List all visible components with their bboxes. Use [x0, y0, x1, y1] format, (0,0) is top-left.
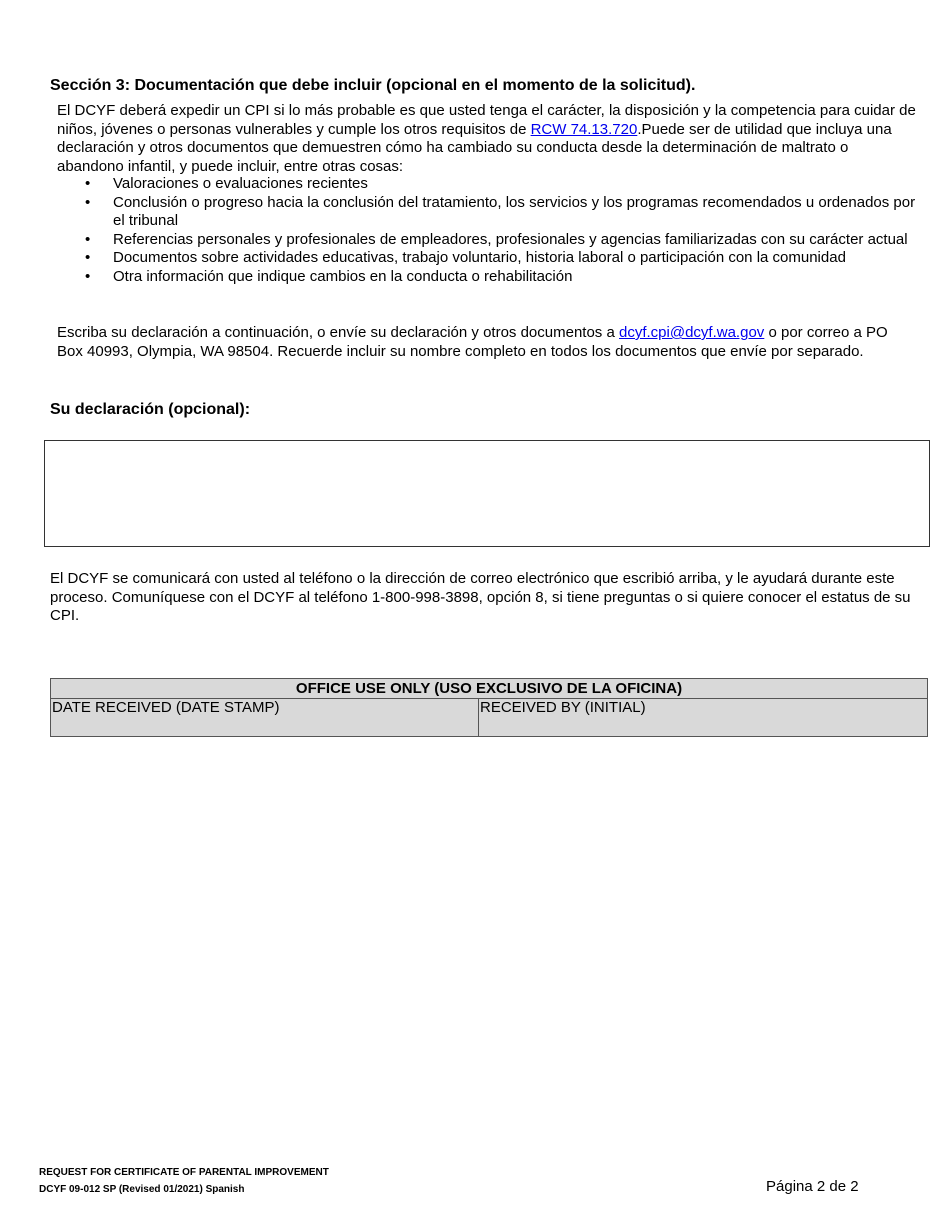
list-item	[57, 268, 917, 287]
submission-instructions	[57, 324, 917, 361]
bullet-icon: •	[85, 230, 91, 248]
footer-form-title: REQUEST FOR CERTIFICATE OF PARENTAL IMPROVEMENT	[39, 1167, 329, 1178]
bullet-icon: •	[85, 175, 91, 192]
declaration-title: Su declaración (opcional):	[50, 401, 251, 418]
date-received-cell: DATE RECEIVED (DATE STAMP)	[51, 699, 479, 737]
footer-form-info	[39, 1164, 329, 1198]
footer-form-number: DCYF 09-012 SP (Revised 01/2021) Spanish	[39, 1184, 245, 1195]
list-item-text: Valoraciones o evaluaciones recientes	[113, 175, 368, 192]
intro-text-after: .Puede ser de utilidad que incluya una declaración y otros documentos que demuestren cómo ha cambiado su conducta desde la determinación de maltrato o abandono infantil, y puede incluir, entre otras cosas:	[57, 120, 892, 175]
documentation-list	[57, 175, 917, 286]
list-item	[57, 194, 917, 231]
list-item-text: Conclusión o progreso hacia la conclusión del tratamiento, los servicios y los programas recomendados u ordenados por el tribunal	[113, 193, 916, 229]
received-by-cell: RECEIVED BY (INITIAL)	[479, 699, 928, 737]
intro-paragraph	[57, 102, 917, 176]
mail-text-after: o por correo a PO Box 40993, Olympia, WA 98504. Recuerde incluir su nombre completo en todos los documentos que envíe por separado.	[57, 324, 888, 360]
list-item	[57, 249, 917, 268]
list-item-text: Referencias personales y profesionales de empleadores, profesionales y agencias familiarizadas con su carácter actual	[113, 230, 908, 248]
bullet-icon: •	[85, 267, 91, 285]
list-item-text: Otra información que indique cambios en la conducta o rehabilitación	[113, 267, 573, 285]
mail-text-before: Escriba su declaración a continuación, o envíe su declaración y otros documentos a	[57, 324, 619, 341]
bullet-icon: •	[85, 193, 91, 211]
list-item	[57, 175, 917, 194]
bullet-icon: •	[85, 249, 91, 266]
office-use-header: OFFICE USE ONLY (USO EXCLUSIVO DE LA OFICINA)	[51, 679, 928, 699]
contact-paragraph: El DCYF se comunicará con usted al teléfono o la dirección de correo electrónico que escribió arriba, y le ayudará durante este proceso. Comuníquese con el DCYF al teléfono 1-800-998-3898, opción 8, si tiene preguntas o si quiere conocer el estatus de su CPI.	[50, 570, 911, 624]
intro-text-before: El DCYF deberá expedir un CPI si lo más probable es que usted tenga el carácter, la disposición y la competencia para cuidar de niños, jóvenes o personas vulnerables y cumple los otros requisitos de	[57, 102, 916, 138]
page-number: Página 2 de 2	[766, 1178, 859, 1195]
email-link[interactable]: dcyf.cpi@dcyf.wa.gov	[619, 324, 765, 341]
declaration-field[interactable]	[44, 440, 930, 547]
list-item	[57, 231, 917, 250]
section-title: Sección 3: Documentación que debe incluir (opcional en el momento de la solicitud).	[50, 77, 696, 94]
list-item-text: Documentos sobre actividades educativas, trabajo voluntario, historia laboral o participación con la comunidad	[113, 249, 846, 266]
rcw-link[interactable]: RCW 74.13.720	[530, 120, 638, 138]
office-use-table	[50, 678, 928, 737]
